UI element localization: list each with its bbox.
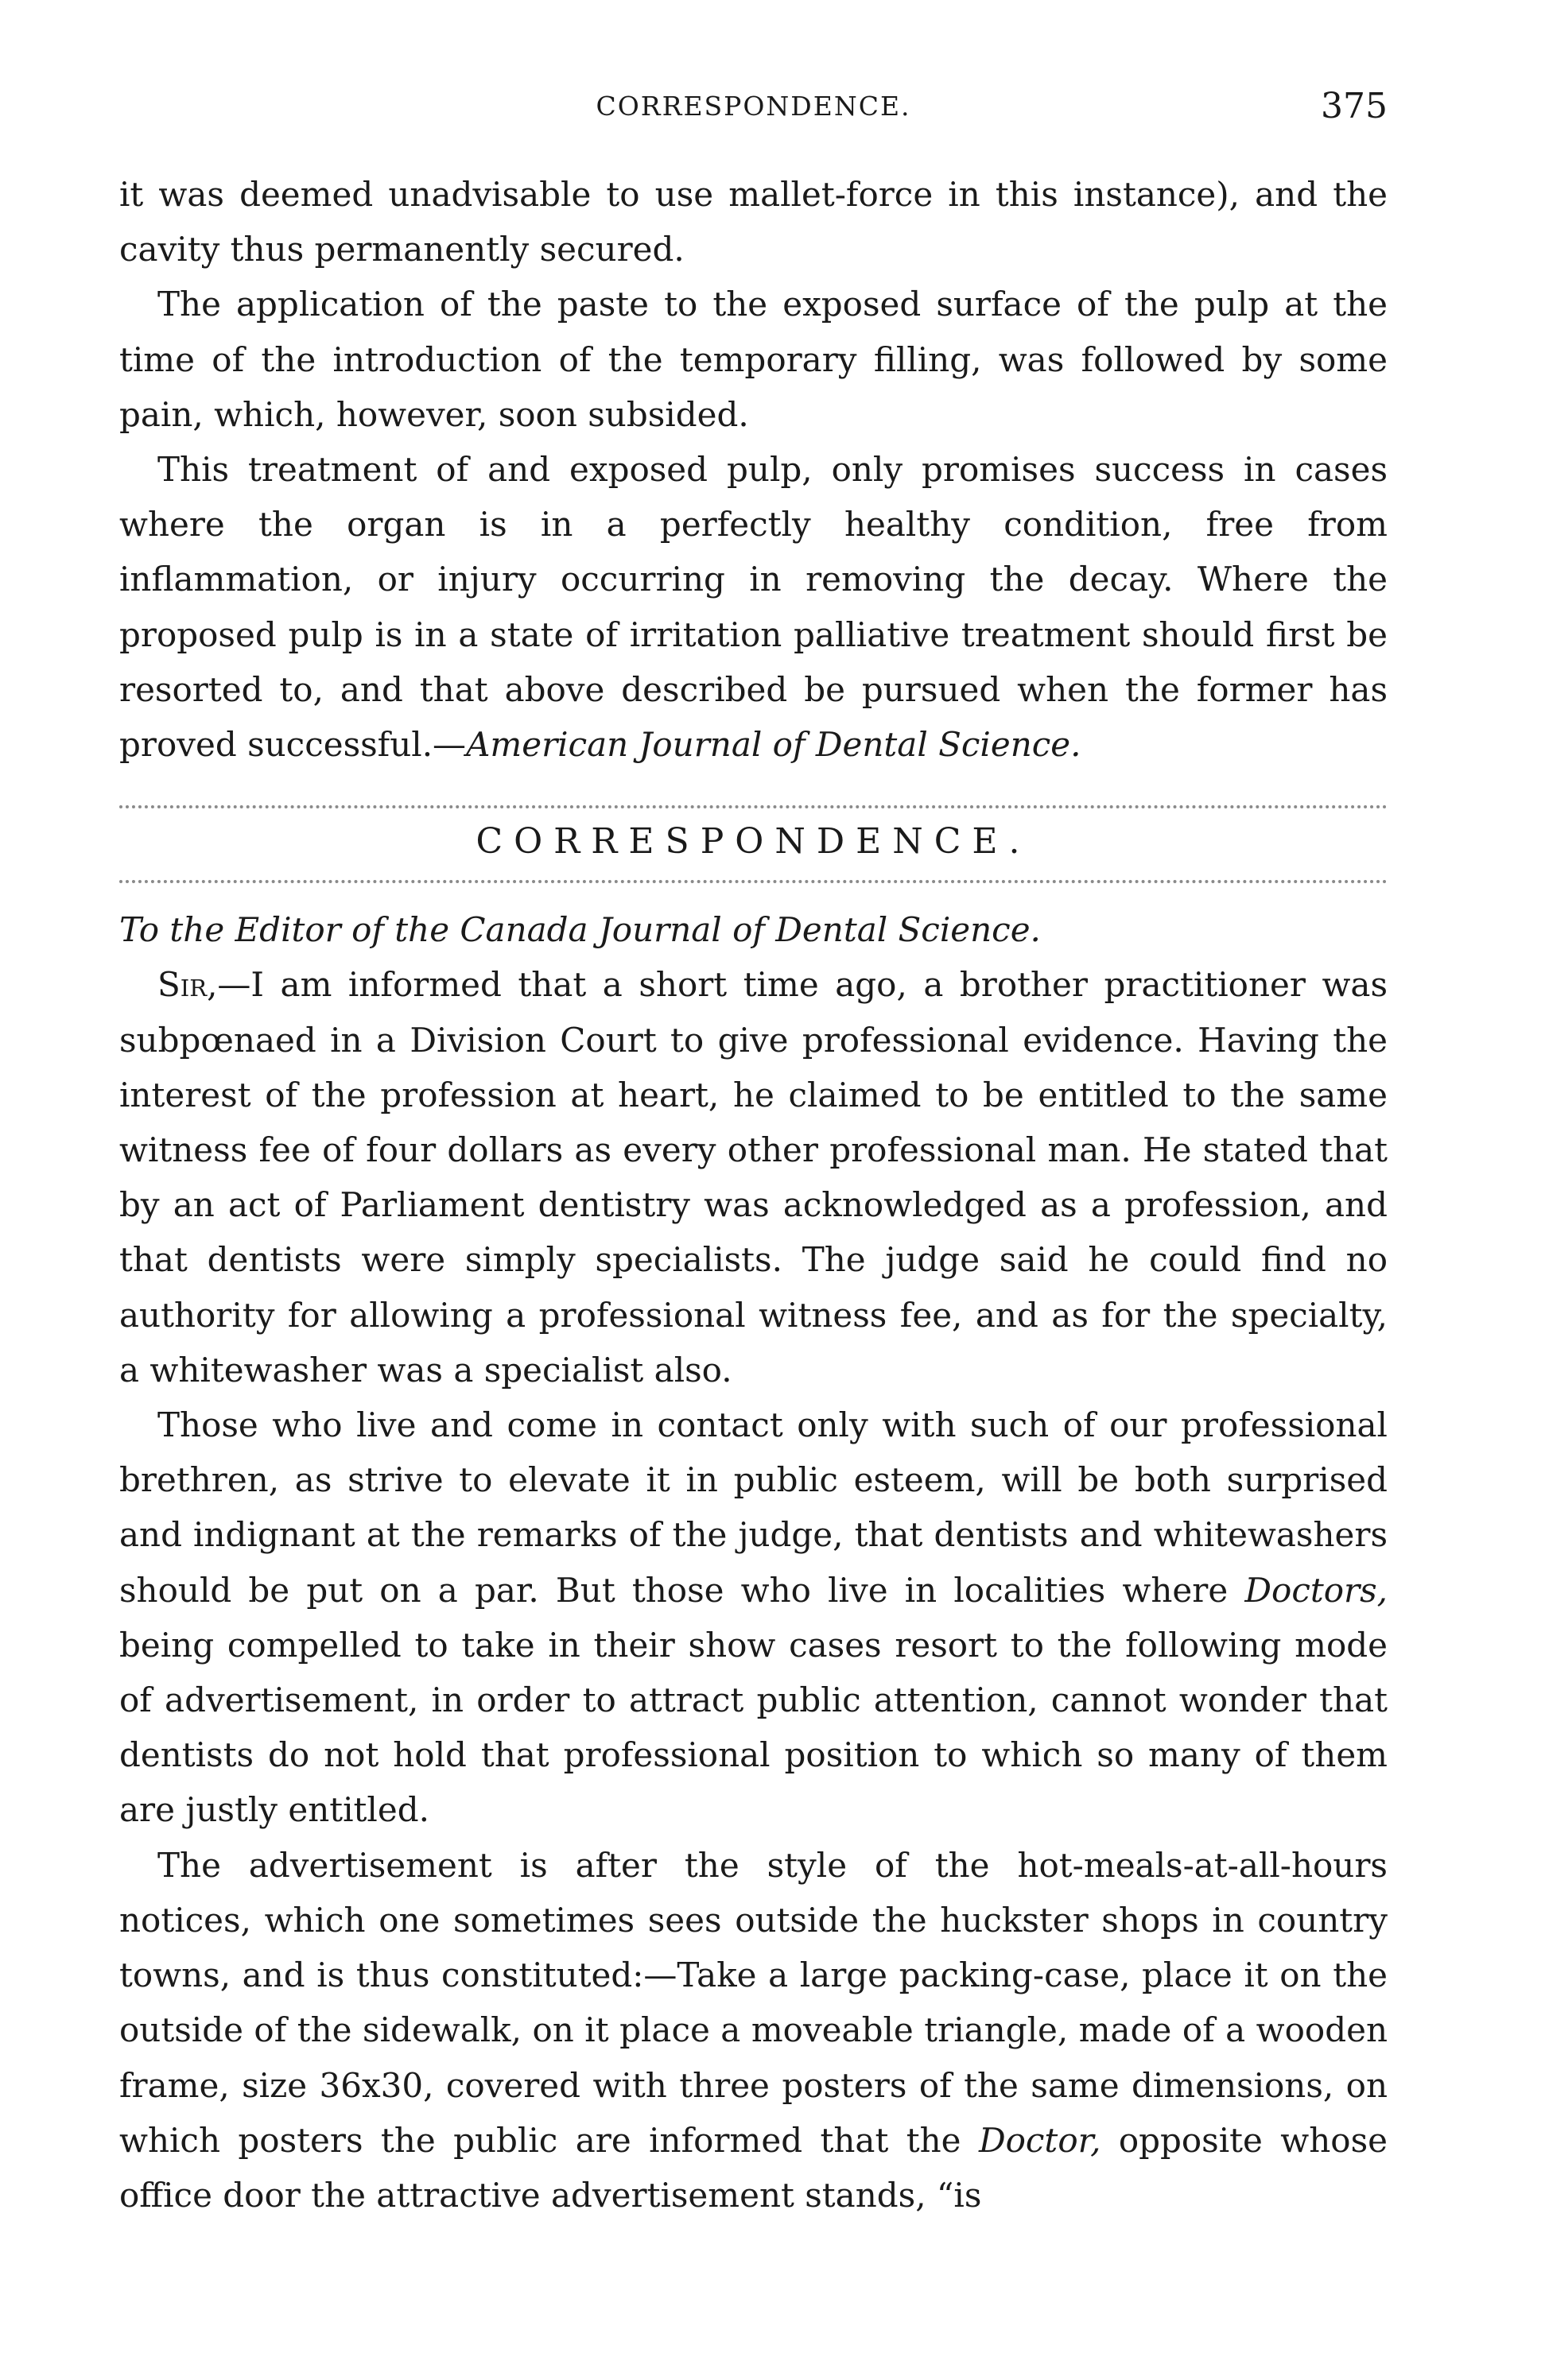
paragraph-continued: it was deemed unadvisable to use mallet-force in this instance), and the cavity thus permanently secured. bbox=[119, 175, 1388, 269]
page-body bbox=[119, 167, 1388, 2223]
emphasis: Doctor, bbox=[978, 2120, 1101, 2160]
paragraph-text: Those who live and come in contact only with such of our professional brethren, as strive to elevate it in public esteem, will be both surprised and indignant at the remarks of the judge, that dentists and whitewashers should be put on a par. But those who live in localities where bbox=[119, 1405, 1388, 1610]
letter-address: To the Editor of the Canada Journal of Dental Science. bbox=[119, 910, 1041, 950]
section-heading: CORRESPONDENCE. bbox=[476, 821, 1031, 862]
running-head: CORRESPONDENCE. bbox=[596, 91, 911, 122]
source-citation: American Journal of Dental Science. bbox=[466, 725, 1081, 765]
salutation: Sir, bbox=[157, 965, 218, 1005]
paragraph-text: being compelled to take in their show cases resort to the following mode of advertisement, in order to attract public attention, cannot wonder that dentists do not hold that professional position to which so many of them are justly entitled. bbox=[119, 1625, 1388, 1830]
paragraph bbox=[119, 1838, 1388, 2223]
paragraph bbox=[119, 957, 1388, 1397]
paragraph bbox=[119, 1397, 1388, 1838]
paragraph-text: opposite whose office door the attractive advertisement stands, “is bbox=[119, 2120, 1388, 2215]
paragraph-text: —I am informed that a short time ago, a brother practitioner was subpœnaed in a Division Court to give professional evidence. Having the interest of the profession at heart, he claimed to be entitled to the same witness fee of four dollars as every other professional man. He stated that by an act of Parliament dentistry was acknowledged as a profession, and that dentists were simply specialists. The judge said he could find no authority for allowing a professional witness fee, and as for the specialty, a whitewasher was a specialist also. bbox=[119, 965, 1388, 1390]
page-header bbox=[119, 86, 1388, 134]
dotted-rule-top bbox=[119, 777, 1388, 808]
emphasis: Doctors, bbox=[1244, 1570, 1388, 1610]
paragraph bbox=[119, 442, 1388, 772]
paragraph-text: The advertisement is after the style of the hot-meals-at-all-hours notices, which one sometimes sees outside the huckster shops in country towns, and is thus constituted:—Take a large packing-case, place it on the outside of the sidewalk, on it place a moveable triangle, made of a wooden frame, size 36x30, covered with three posters of the same dimensions, on which posters the public are informed that the bbox=[119, 1845, 1388, 2160]
paragraph: The application of the paste to the exposed surface of the pulp at the time of the introduction of the temporary filling, was followed by some pain, which, however, soon subsided. bbox=[119, 285, 1388, 434]
dotted-rule-bottom bbox=[119, 880, 1388, 894]
page-number: 375 bbox=[1321, 86, 1388, 126]
paragraph-text: This treatment of and exposed pulp, only promises success in cases where the organ is in a perfectly healthy condition, free from inflammation, or injury occurring in removing the decay. Where the proposed pulp is in a state of irritation palliative treatment should first be resorted to, and that above described be pursued when the former has proved successful.— bbox=[119, 450, 1388, 765]
